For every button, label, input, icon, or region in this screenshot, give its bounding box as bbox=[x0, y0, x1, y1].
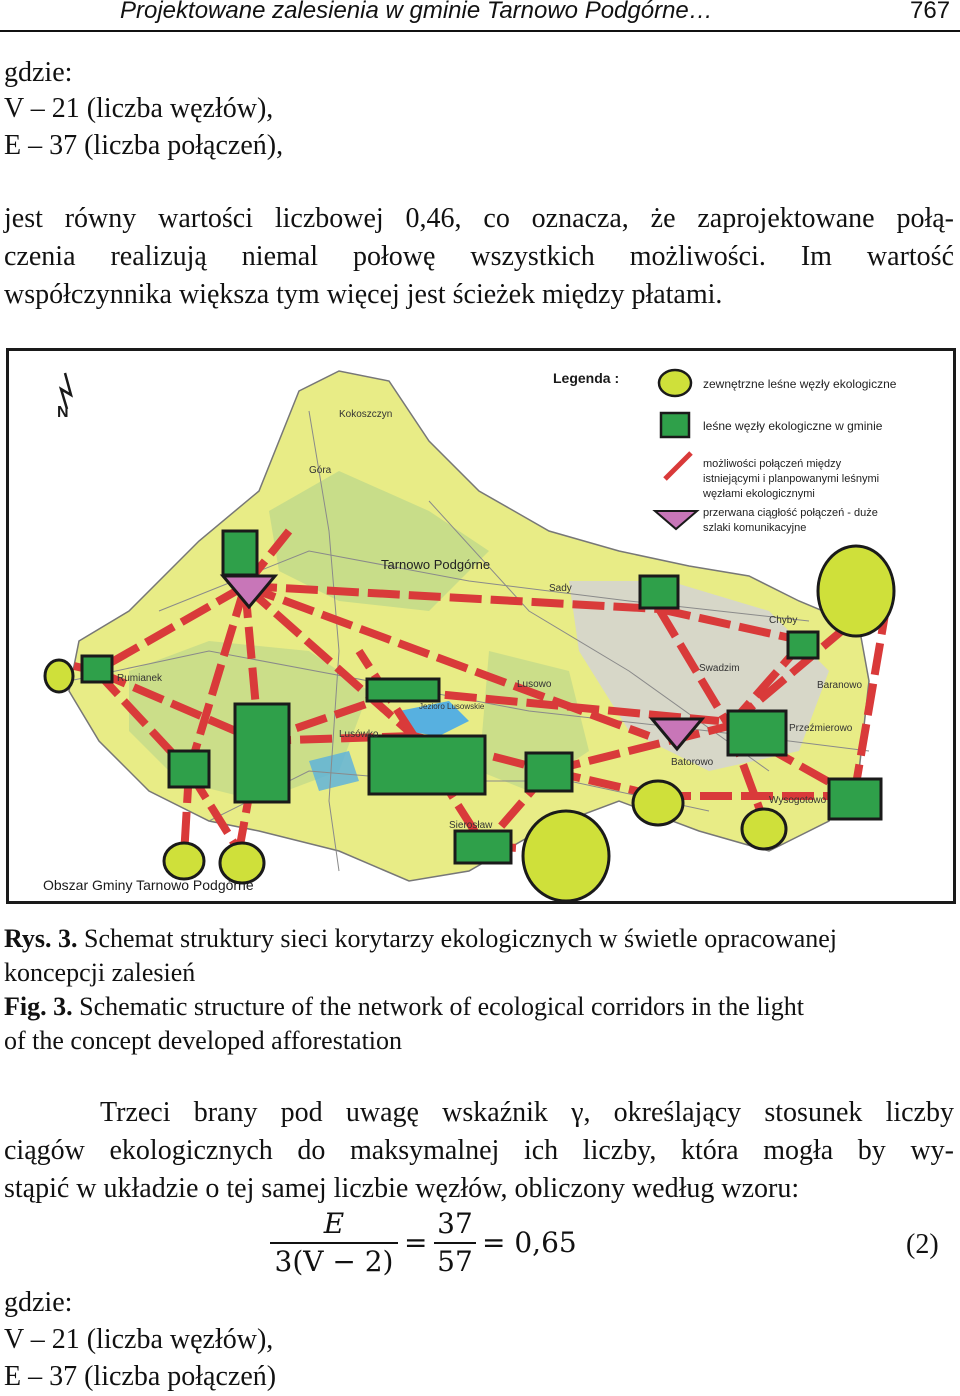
gdzie-label-2: gdzie: bbox=[4, 1287, 73, 1318]
running-header-title: Projektowane zalesienia w gminie Tarnowo Podgórne… bbox=[120, 0, 713, 24]
v-definition-2: V – 21 (liczba węzłów), bbox=[4, 1324, 274, 1355]
formula-fraction-1 bbox=[270, 1206, 398, 1280]
place-label: Swadzim bbox=[699, 663, 740, 674]
e-definition: E – 37 (liczba połączeń), bbox=[4, 130, 284, 161]
caption-en-label: Fig. 3. bbox=[4, 992, 73, 1021]
formula-number: (2) bbox=[906, 1229, 939, 1260]
paragraph-1-line-2: czenia realizują niemal połowę wszystkich możliwości. Im wartość bbox=[4, 241, 954, 272]
legend-item: węzłami ekologicznymi bbox=[703, 488, 815, 500]
legend-external-node-icon bbox=[659, 370, 691, 396]
place-label: Lusówko bbox=[339, 729, 379, 740]
paragraph-2-line-1: Trzeci brany pod uwagę wskaźnik γ, określający stosunek liczby bbox=[100, 1097, 954, 1128]
e-definition-2: E – 37 (liczba połączeń) bbox=[4, 1361, 277, 1392]
caption-en-line-2: of the concept developed afforestation bbox=[4, 1026, 403, 1055]
legend-link-icon bbox=[665, 453, 691, 479]
header-rule bbox=[0, 30, 960, 32]
legend-item: zewnętrzne leśne węzły ekologiczne bbox=[703, 377, 897, 391]
paragraph-2-line-2: ciągów ekologicznych do maksymalnej ich liczby, która mogła by wy- bbox=[4, 1135, 954, 1166]
formula-equals: = bbox=[404, 1226, 428, 1259]
page-number: 767 bbox=[910, 0, 951, 24]
place-label: Lusowo bbox=[517, 679, 552, 690]
formula-numerator-1: E bbox=[323, 1207, 345, 1240]
legend-item: istniejącymi i planpowanymi leśnymi bbox=[703, 473, 880, 485]
place-label: Sierosław bbox=[449, 820, 493, 831]
caption-pl-label: Rys. 3. bbox=[4, 924, 78, 953]
caption-pl-text: Schemat struktury sieci korytarzy ekologicznych w świetle opracowanej bbox=[77, 924, 838, 953]
gdzie-label: gdzie: bbox=[4, 57, 73, 88]
place-label: Przeźmierowo bbox=[789, 723, 853, 734]
caption-pl-line-1 bbox=[4, 922, 837, 956]
legend-item: możliwości połączeń między bbox=[703, 458, 842, 470]
formula-denominator-1: 3(V − 2) bbox=[274, 1245, 394, 1278]
place-label: Batorowo bbox=[671, 757, 714, 768]
formula-fraction-2 bbox=[434, 1206, 476, 1280]
formula-numerator-2: 37 bbox=[437, 1207, 473, 1240]
map-title: Obszar Gminy Tarnowo Podgórne bbox=[43, 877, 254, 893]
place-label: Chyby bbox=[769, 615, 798, 626]
place-label: Kokoszczyn bbox=[339, 409, 393, 420]
legend-title: Legenda : bbox=[553, 370, 620, 386]
v-definition: V – 21 (liczba węzłów), bbox=[4, 93, 274, 124]
legend-barrier-icon bbox=[655, 511, 697, 529]
place-label: Rumianek bbox=[117, 673, 163, 684]
paragraph-2-line-3: stąpić w układzie o tej samej liczbie węzłów, obliczony według wzoru: bbox=[4, 1173, 800, 1204]
paragraph-1-line-3: współczynnika większa tym więcej jest ścieżek między płatami. bbox=[4, 279, 723, 310]
legend-item: szlaki komunikacyjne bbox=[703, 522, 807, 534]
place-label: Jezioro Lusowskie bbox=[419, 702, 485, 711]
caption-en-line-1 bbox=[4, 990, 804, 1024]
legend-internal-node-icon bbox=[661, 413, 689, 437]
place-label: Baranowo bbox=[817, 680, 863, 691]
legend-item: leśne węzły ekologiczne w gminie bbox=[703, 419, 883, 433]
caption-en-text: Schematic structure of the network of ecological corridors in the light bbox=[72, 992, 804, 1021]
caption-pl-line-2: koncepcji zalesień bbox=[4, 958, 196, 987]
north-label: N bbox=[57, 404, 69, 421]
formula-denominator-2: 57 bbox=[437, 1245, 473, 1278]
formula-result: = 0,65 bbox=[482, 1226, 577, 1259]
place-label: Sady bbox=[549, 583, 572, 594]
place-label: Góra bbox=[309, 465, 332, 476]
legend-item: przerwana ciągłość połączeń - duże bbox=[703, 507, 878, 519]
place-label: Tarnowo Podgórne bbox=[381, 557, 491, 572]
place-label: Wysogotowo bbox=[769, 795, 827, 806]
legend bbox=[553, 370, 897, 534]
ecological-network-map bbox=[6, 348, 956, 904]
paragraph-1-line-1: jest równy wartości liczbowej 0,46, co oznacza, że zaprojektowane połą- bbox=[4, 203, 954, 234]
